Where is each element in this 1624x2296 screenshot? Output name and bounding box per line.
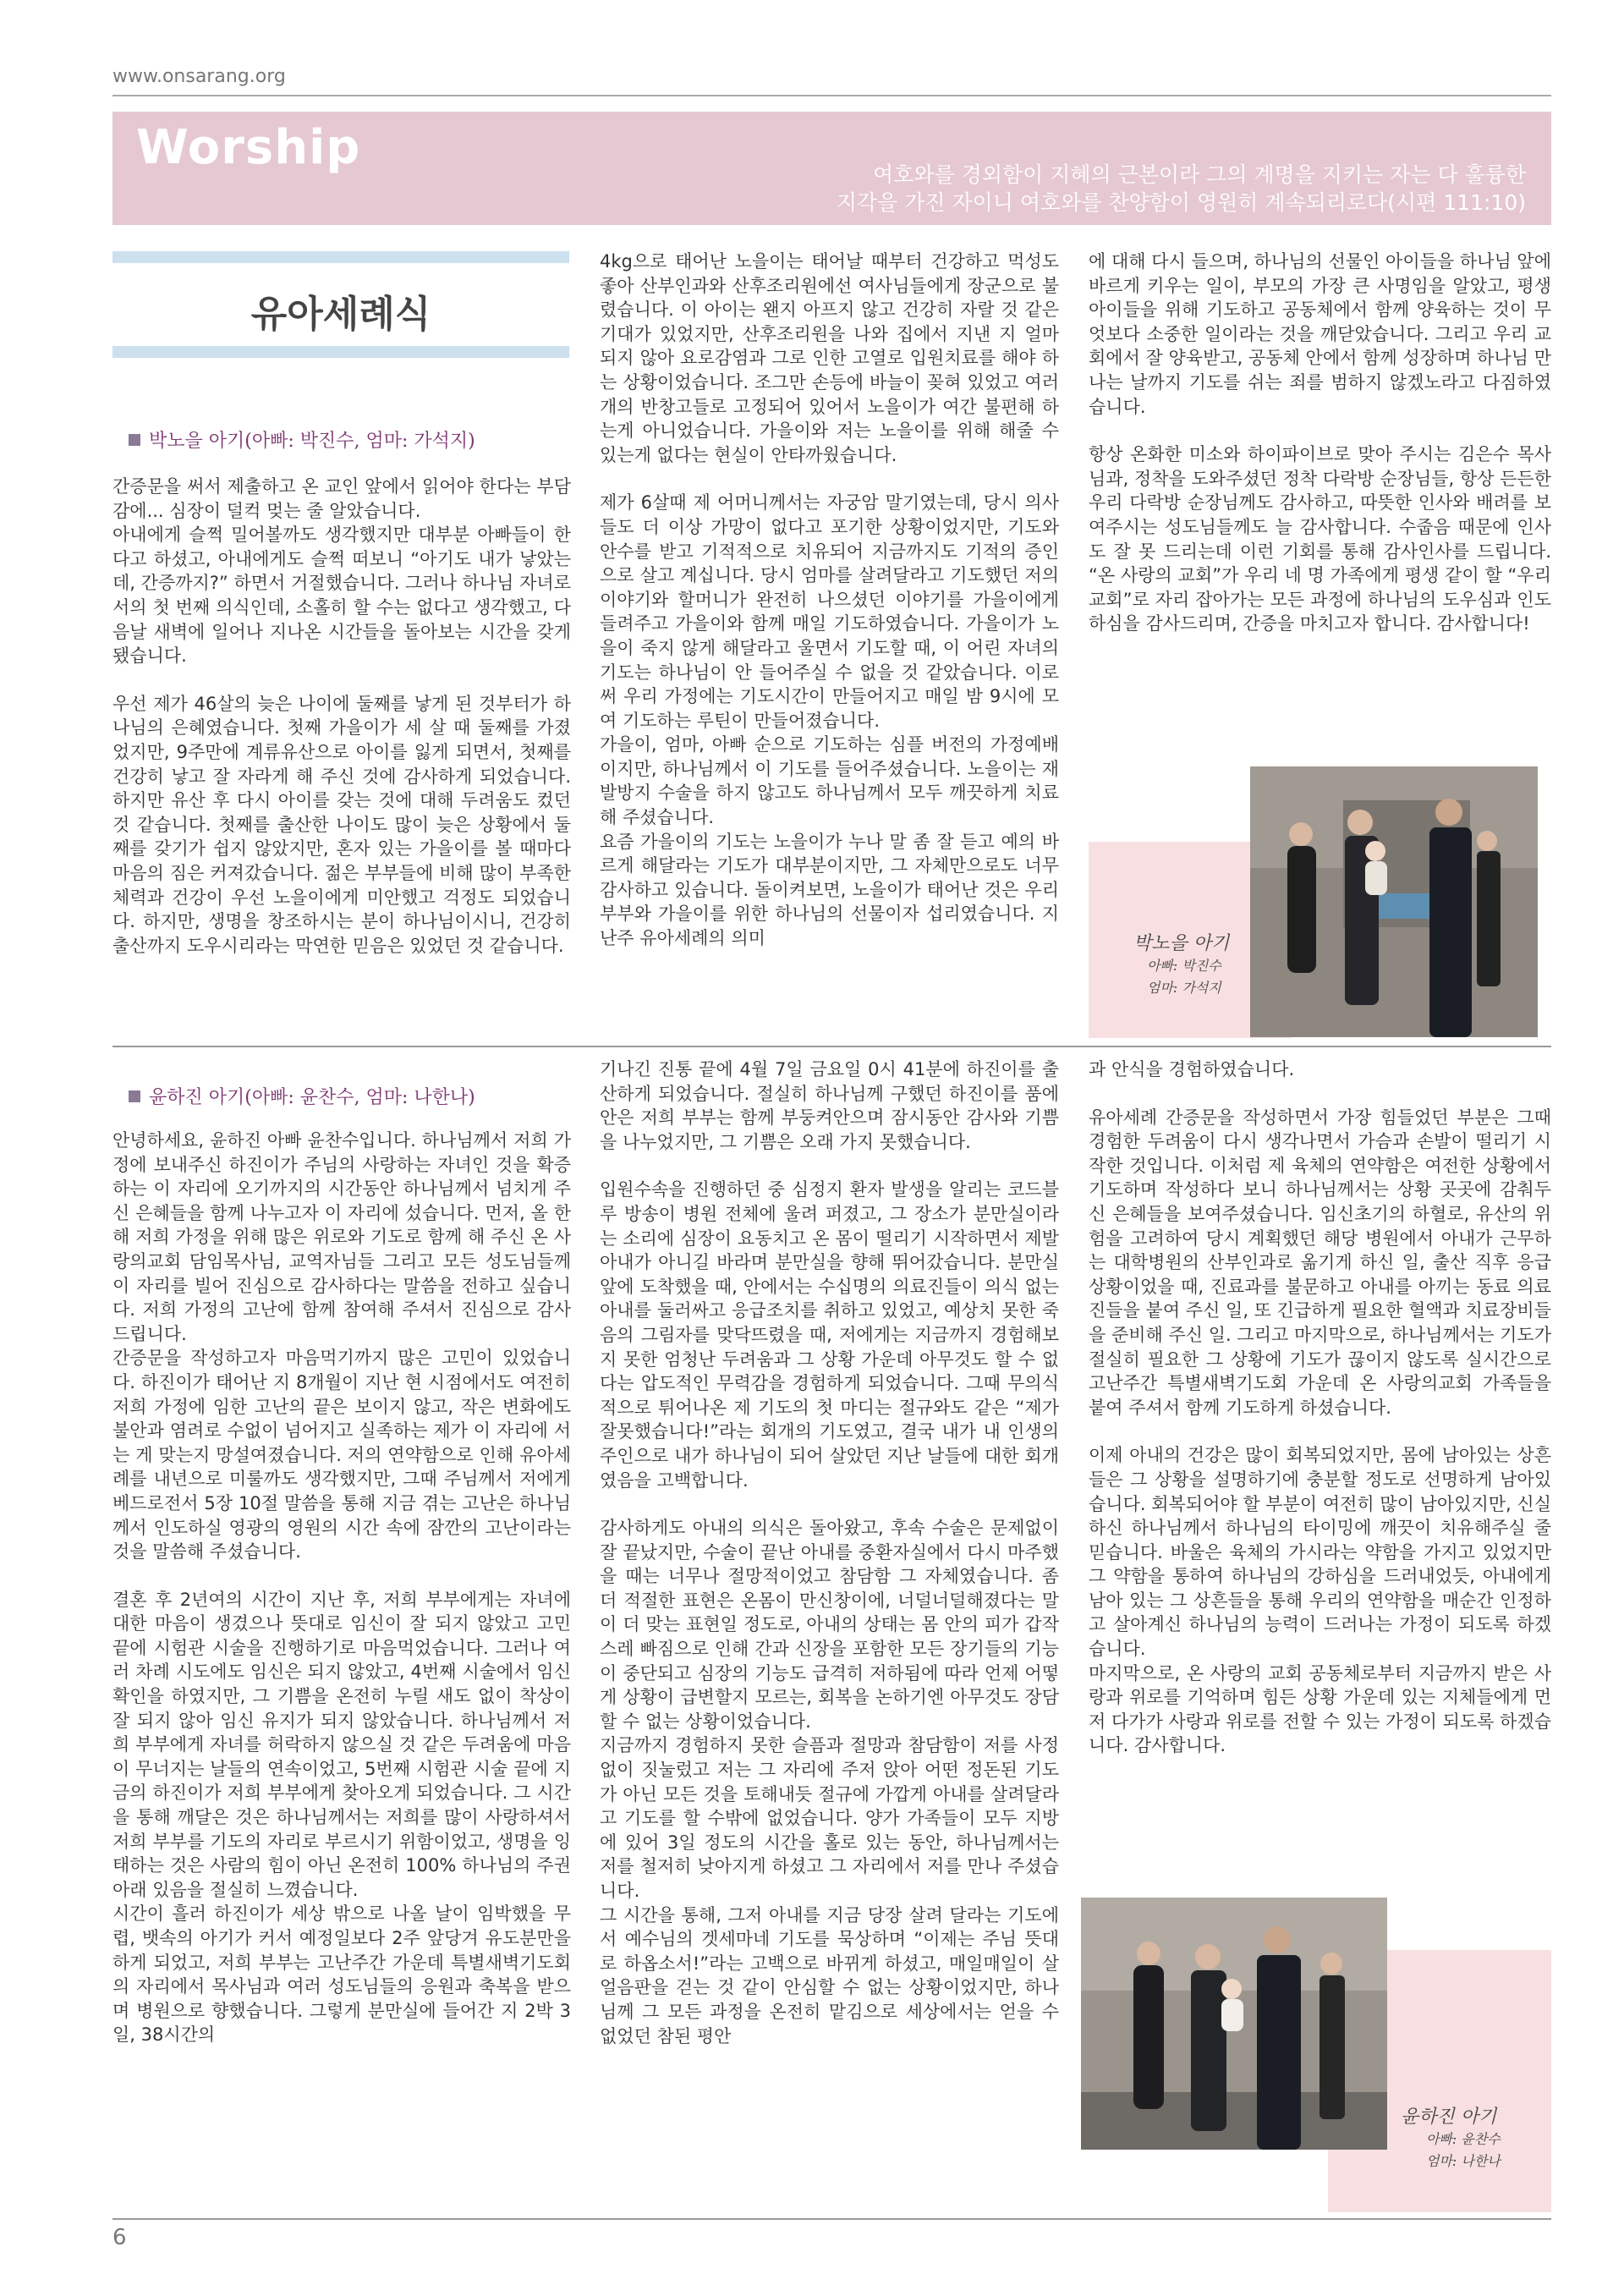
story2-c1-para: 안녕하세요, 윤하진 아빠 윤찬수입니다. 하나님께서 저희 가정에 보내주신 하진이가 주님의 사랑하는 자녀인 것을 확증하는 이 자리에 오기까지의 시간동안 하나님께서 넘치게 주신 은혜들을 함께 나누고자 이 자리에 섰습니다. 먼저, 올 한해 저희 가정을 위해 많은 위로와 기도로 함께 해 주신 온 사랑의교회 담임목사님, 교역자님들 그리고 모든 성도님들께 이 자리를 빌어 진심으로 감사하다는 말씀을 전하고 싶습니다. 저희 가정의 고난에 함께 참여해 주셔서 진심으로 감사드립니다. 간증문을 작성하고자 마음먹기까지 많은 고민이 있었습니다. 하진이가 태어난 지 8개월이 지난 현 시점에서도 여전히 저희 가정에 임한 고난의 끝은 보이지 않고, 작은 변화에도 불안과 염려로 수없이 넘어지고 실족하는 제가 이 자리에 서는 게 맞는지 망설여졌습니다. 저의 연약함으로 인해 유아세례를 내년으로 미룰까도 생각했지만, 그때 주님께서 저에게 베드로전서 5장 10절 말씀을 통해 지금 겪는 고난은 하나님께서 인도하실 영광의 영원의 시간 속에 잠깐의 고난이라는 것을 말씀해 주셨습니다.	[112, 1130, 571, 1563]
section-title: Worship	[136, 120, 361, 175]
bullet-square-icon	[129, 1090, 140, 1102]
bottom-rule	[112, 2218, 1551, 2220]
baptism-photo-2	[1081, 1898, 1387, 2150]
photo1-illustration	[1250, 766, 1538, 1037]
section-banner	[112, 112, 1551, 225]
story2-subhead	[129, 1083, 475, 1109]
story2-c3-para: 과 안식을 경험하였습니다.	[1089, 1059, 1295, 1079]
baptism-photo-1	[1250, 766, 1538, 1037]
page-number: 6	[112, 2225, 127, 2250]
story1-c2-para: 제가 6살때 제 어머니께서는 자궁암 말기였는데, 당시 의사들도 더 이상 가망이 없다고 포기한 상황이었지만, 기도와 안수를 받고 기적적으로 치유되어 지금까지도 기적의 증인으로 살고 계십니다. 당시 엄마를 살려달라고 기도했던 저의 이야기와 할머니가 완전히 나으셨던 이야기를 가을이에게 들려주고 가을이와 함께 매일 기도하였습니다. 가을이가 노을이 죽지 않게 해달라고 울면서 기도할 때, 이 어린 자녀의 기도는 하나님이 안 들어주실 수 없을 것 같았습니다. 이로써 우리 가정에는 기도시간이 만들어지고 매일 밤 9시에 모여 기도하는 루틴이 만들어졌습니다. 가을이, 엄마, 아빠 순으로 기도하는 심플 버전의 가정예배이지만, 하나님께서 이 기도를 들어주셨습니다. 노을이는 재발방지 수술을 하지 않고도 하나님께서 모두 깨끗하게 치료해 주셨습니다. 요즘 가을이의 기도는 노을이가 누나 말 좀 잘 듣고 예의 바르게 해달라는 기도가 대부분이지만, 그 자체만으로도 너무 감사하고 있습니다. 돌이켜보면, 노을이가 태어난 것은 우리 부부와 가을이를 위한 하나님의 선물이자 섭리였습니다. 지난주 유아세례의 의미	[600, 492, 1059, 949]
caption2-name: 윤하진 아기	[1401, 2106, 1497, 2128]
story2-c3-para: 이제 아내의 건강은 많이 회복되었지만, 몸에 남아있는 상흔들은 그 상황을 설명하기에 충분할 정도로 선명하게 남아있습니다. 회복되어야 할 부분이 여전히 많이 남아있지만, 신실하신 하나님께서 하나님의 타이밍에 깨끗이 치유해주실 줄 믿습니다. 바울은 육체의 가시라는 약함을 가지고 있었지만 그 약함을 통하여 하나님의 강하심을 드러내었듯, 아내에게 남아 있는 그 상흔들을 통해 우리의 연약함을 매순간 인정하고 살아계신 하나님의 능력이 드러나는 가정이 되도록 하겠습니다. 마지막으로, 온 사랑의 교회 공동체로부터 지금까지 받은 사랑과 위로를 기억하며 힘든 상황 가운데 있는 지체들에게 먼저 다가가 사랑과 위로를 전할 수 있는 가정이 되도록 하겠습니다. 감사합니다.	[1089, 1445, 1551, 1756]
story1-col2	[600, 250, 1059, 975]
story1-col1	[112, 475, 571, 981]
top-rule	[112, 95, 1551, 96]
story1-col3	[1089, 250, 1551, 660]
story2-col1	[112, 1129, 571, 2071]
verse-line-2: 지각을 가진 자이니 여호와를 찬양함이 영원히 계속되리로다(시편 111:10)	[836, 190, 1526, 215]
title-bar-bottom	[112, 346, 569, 358]
story2-c2-para: 기나긴 진통 끝에 4월 7일 금요일 0시 41분에 하진이를 출산하게 되었습니다. 절실히 하나님께 구했던 하진이를 품에 안은 저희 부부는 함께 부둥켜안으며 잠시동안 감사와 기쁨을 나누었지만, 그 기쁨은 오래 가지 못했습니다.	[600, 1059, 1059, 1152]
story1-c3-para: 항상 온화한 미소와 하이파이브로 맞아 주시는 김은수 목사님과, 정착을 도와주셨던 정착 다락방 순장님들, 항상 든든한 우리 다락방 순장님께도 감사하고, 따뜻한 인사와 배려를 보여주시는 성도님들께도 늘 감사합니다. 수줍음 때문에 인사도 잘 못 드리는데 이런 기회를 통해 감사인사를 드립니다. “온 사랑의 교회”가 우리 네 명 가족에게 평생 같이 할 “우리 교회”로 자리 잡아가는 모든 과정에 하나님의 도우심과 인도하심을 감사드리며, 간증을 마치고자 합니다. 감사합니다!	[1089, 444, 1551, 634]
story1-c1-para: 간증문을 써서 제출하고 온 교인 앞에서 읽어야 한다는 부담감에... 심장이 덜컥 멎는 줄 알았습니다. 아내에게 슬쩍 밀어볼까도 생각했지만 대부분 아빠들이 한다고 하셨고, 아내에게도 슬쩍 떠보니 “아기도 내가 낳았는데, 간증까지?” 하면서 거절했습니다. 그러나 하나님 자녀로서의 첫 번째 의식인데, 소홀히 할 수는 없다고 생각했고, 다음날 새벽에 일어나 지나온 시간들을 돌아보는 시간을 갖게 됐습니다.	[112, 476, 572, 667]
story1-c3-para: 에 대해 다시 들으며, 하나님의 선물인 아이들을 하나님 앞에 바르게 키우는 일이, 부모의 가장 큰 사명임을 알았고, 평생 아이들을 위해 기도하고 공동체에서 함께 양육하는 것이 무엇보다 소중한 일이라는 것을 깨닫았습니다. 그리고 우리 교회에서 잘 양육받고, 공동체 안에서 함께 성장하며 하나님 만나는 날까지 기도를 쉬는 죄를 범하지 않겠노라고 다짐하였습니다.	[1089, 251, 1551, 417]
story2-c2-para: 감사하게도 아내의 의식은 돌아왔고, 후속 수술은 문제없이 잘 끝났지만, 수술이 끝난 아내를 중환자실에서 다시 마주했을 때는 너무나 절망적이었고 참담함 그 자체였습니다. 좀 더 적절한 표현은 온몸이 만신창이에, 너덜너덜해졌다는 말이 더 맞는 표현일 정도로, 아내의 상태는 몸 안의 피가 갑작스레 빠짐으로 인해 간과 신장을 포함한 모든 장기들의 기능이 중단되고 심장의 기능도 급격히 저하됨에 따라 언제 어떻게 상황이 급변할지 모르는, 회복을 논하기엔 아무것도 장담할 수 없는 상황이었습니다. 지금까지 경험하지 못한 슬픔과 절망과 참담함이 저를 사정없이 짓눌렀고 저는 그 자리에 주저 앉아 어떤 정돈된 기도가 아닌 모든 것을 토해내듯 절규에 가깝게 아내를 살려달라고 기도를 할 수밖에 없었습니다. 양가 가족들이 모두 지방에 있어 3일 정도의 시간을 홀로 있는 동안, 하나님께서는 저를 철저히 낮아지게 하셨고 그 자리에서 저를 만나 주셨습니다. 그 시간을 통해, 그저 아내를 지금 당장 살려 달라는 기도에서 예수님의 겟세마네 기도를 묵상하며 “이제는 주님 뜻대로 하옵소서!”라는 고백으로 바뀌게 하셨고, 매일매일이 살얼음판을 걷는 것 같이 안심할 수 없는 상황이었지만, 하나님께 그 모든 과정을 온전히 맡김으로 세상에서는 얻을 수 없었던 참된 평안	[600, 1518, 1059, 2046]
bible-verse	[426, 161, 1526, 217]
story1-subhead	[129, 426, 475, 453]
story2-col2	[600, 1057, 1059, 2072]
section-divider	[112, 1046, 1551, 1047]
caption1-name: 박노을 아기	[1133, 933, 1230, 954]
story1-c1-para: 우선 제가 46살의 늦은 나이에 둘째를 낳게 된 것부터가 하나님의 은혜였습니다. 첫째 가을이가 세 살 때 둘째를 가졌었지만, 9주만에 계류유산으로 아이를 잃게 되면서, 첫째를 건강히 낳고 잘 자라게 해 주신 것에 감사하게 되었습니다. 하지만 유산 후 다시 아이를 갖는 것에 대해 두려움도 컸던 것 같습니다. 첫째를 출산한 나이도 많이 늦은 상황에서 둘째를 갖기가 쉽지 않았지만, 혼자 있는 가을이를 볼 때마다 마음의 짐은 커져갔습니다. 젊은 부부들에 비해 많이 부족한 체력과 건강이 우선 노을이에게 미안했고 걱정도 되었습니다. 하지만, 생명을 창조하시는 분이 하나님이시니, 건강히 출산까지 도우시리라는 막연한 믿음은 있었던 것 같습니다.	[112, 693, 571, 956]
caption2-dad: 아빠: 윤찬수	[1426, 2131, 1501, 2147]
bullet-square-icon	[129, 434, 140, 446]
story2-c3-para: 유아세례 간증문을 작성하면서 가장 힘들었던 부분은 그때 경험한 두려움이 다시 생각나면서 가슴과 손발이 떨리기 시작한 것입니다. 이처럼 제 육체의 연약함은 여전한 상황에서 기도하며 작성하다 보니 하나님께서는 상황 곳곳에 감춰두신 은혜들을 보여주셨습니다. 임신초기의 하혈로, 유산의 위험을 고려하여 당시 계획했던 해당 병원에서 아내가 근무하는 대학병원의 산부인과로 옮기게 하신 일, 출산 직후 응급 상황이었을 때, 진료과를 불문하고 아내를 아끼는 동료 의료진들을 붙여 주신 일, 또 긴급하게 필요한 혈액과 치료장비들을 준비해 주신 일. 그리고 마지막으로, 하나님께서는 기도가 절실히 필요한 그 상황에 기도가 끊이지 않도록 실시간으로 고난주간 특별새벽기도회 가운데 온 사랑의교회 가족들을 붙여 주셔서 함께 기도하게 하셨습니다.	[1089, 1107, 1551, 1418]
photo1-caption	[1133, 933, 1269, 999]
caption2-mom: 엄마: 나한나	[1426, 2153, 1501, 2169]
caption1-mom: 엄마: 가석지	[1147, 980, 1221, 996]
article-title-block	[112, 251, 569, 360]
story2-c1-para: 결혼 후 2년여의 시간이 지난 후, 저희 부부에게는 자녀에 대한 마음이 생겼으나 뜻대로 임신이 잘 되지 않았고 고민 끝에 시험관 시술을 진행하기로 마음먹었습니다. 그러나 여러 차례 시도에도 임신은 되지 않았고, 4번째 시술에서 임신확인을 하였지만, 그 기쁨을 온전히 누릴 새도 없이 착상이 잘 되지 않아 임신 유지가 되지 않았습니다. 하나님께서 저희 부부에게 자녀를 허락하지 않으실 것 같은 두려움에 마음이 무너지는 날들의 연속이었고, 5번째 시험관 시술 끝에 지금의 하진이가 저희 부부에게 찾아오게 되었습니다. 그 시간을 통해 깨달은 것은 하나님께서는 저희를 많이 사랑하셔서 저희 부부를 기도의 자리로 부르시기 위함이었고, 생명을 잉태하는 것은 사람의 힘이 아닌 온전히 100% 하나님의 주권아래 있음을 절실히 느꼈습니다. 시간이 흘러 하진이가 세상 밖으로 나올 날이 임박했을 무렵, 뱃속의 아기가 커서 예정일보다 2주 앞당겨 유도분만을 하게 되었고, 저희 부부는 고난주간 가운데 특별새벽기도회의 자리에서 목사님과 여러 성도님들의 응원과 축복을 받으며 병원으로 향했습니다. 그렇게 분만실에 들어간 지 2박 3일, 38시간의	[112, 1589, 571, 2046]
verse-line-1: 여호와를 경외함이 지혜의 근본이라 그의 계명을 지키는 자는 다 훌륭한	[873, 162, 1526, 187]
photo2-illustration	[1081, 1898, 1387, 2150]
story1-c2-para: 4kg으로 태어난 노을이는 태어날 때부터 건강하고 먹성도 좋아 산부인과와 산후조리원에선 여사님들에게 장군으로 불렸습니다. 이 아이는 왠지 아프지 않고 건강히 자랄 것 같은 기대가 있었지만, 산후조리원을 나와 집에서 지낸 지 얼마 되지 않아 요로감염과 그로 인한 고열로 입원치료를 해야 하는 상황이었습니다. 조그만 손등에 바늘이 꽂혀 있었고 여러 개의 반창고들로 고정되어 있어서 노을이가 여간 불편해 하는게 아니었습니다. 가을이와 저는 노을이를 위해 해줄 수 있는게 없다는 현실이 안타까웠습니다.	[600, 251, 1059, 465]
story2-col3	[1089, 1057, 1551, 1782]
story2-c2-para: 입원수속을 진행하던 중 심정지 환자 발생을 알리는 코드블루 방송이 병원 전체에 울려 퍼졌고, 그 장소가 분만실이라는 소리에 심장이 요동치고 온 몸이 떨리기 시작하면서 제발 아내가 아니길 바라며 분만실을 향해 뛰어갔습니다. 분만실 앞에 도착했을 때, 안에서는 수십명의 의료진들이 의식 없는 아내를 둘러싸고 응급조치를 취하고 있었고, 예상치 못한 죽음의 그림자를 맞닥뜨렸을 때, 저에게는 지금까지 경험해보지 못한 엄청난 두려움과 그 상황 가운데 아무것도 할 수 없다는 압도적인 무력감을 경험하게 되었습니다. 그때 무의식적으로 튀어나온 제 기도의 첫 마디는 절규와도 같은 “제가 잘못했습니다!”라는 회개의 기도였고, 결국 내가 내 인생의 주인으로 내가 하나님이 되어 살았던 지난 날들에 대한 회개였음을 고백합니다.	[600, 1179, 1059, 1491]
story1-subhead-text: 박노을 아기(아빠: 박진수, 엄마: 가석지)	[149, 431, 475, 452]
story2-subhead-text: 윤하진 아기(아빠: 윤찬수, 엄마: 나한나)	[149, 1087, 475, 1108]
caption1-dad: 아빠: 박진수	[1147, 958, 1221, 974]
article-title: 유아세례식	[250, 293, 431, 336]
title-bar-top	[112, 251, 569, 263]
site-url[interactable]: www.onsarang.org	[112, 66, 286, 87]
photo2-caption	[1401, 2106, 1544, 2172]
